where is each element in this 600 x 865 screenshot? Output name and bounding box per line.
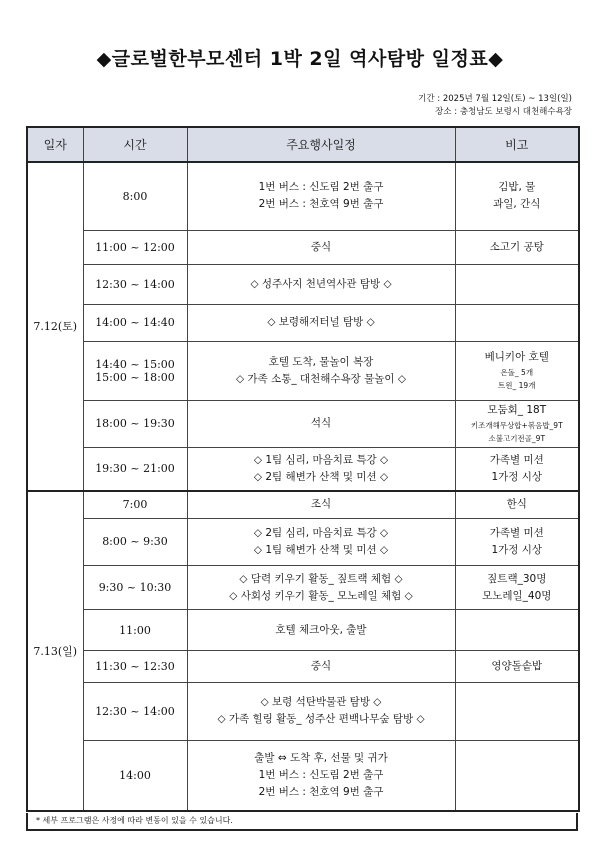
place-text: 장소 : 충청남도 보령시 대천해수욕장 bbox=[435, 107, 572, 117]
time-text: 9:30 ~ 10:30 bbox=[98, 581, 172, 594]
schedule-row bbox=[27, 682, 579, 740]
note-text: 가족별 미션 bbox=[489, 526, 544, 539]
schedule-row bbox=[27, 162, 579, 230]
event-text: 조식 bbox=[310, 498, 332, 511]
schedule-table bbox=[26, 126, 580, 812]
time-cell bbox=[83, 565, 187, 610]
header-time: 시간 bbox=[83, 127, 187, 162]
event-text: 출발 ⇔ 도착 후, 선물 및 귀가 bbox=[254, 751, 388, 764]
note-cell bbox=[455, 650, 579, 682]
schedule-row bbox=[27, 610, 579, 650]
schedule-row bbox=[27, 341, 579, 400]
note-text: 영양돌솥밥 bbox=[491, 659, 543, 672]
note-text: 김밥, 물 bbox=[498, 181, 536, 194]
event-text: ◇ 사회성 키우기 활동_ 모노레일 체험 ◇ bbox=[229, 589, 413, 602]
event-cell bbox=[187, 740, 455, 811]
event-cell bbox=[187, 162, 455, 230]
schedule-body bbox=[27, 162, 579, 811]
footer-note: * 세부 프로그램은 사정에 따라 변동이 있을 수 있습니다. bbox=[26, 813, 578, 831]
header-note: 비고 bbox=[455, 127, 579, 162]
note-text: 온돌_ 5개 bbox=[500, 368, 534, 378]
time-text: 11:30 ~ 12:30 bbox=[95, 659, 175, 673]
event-cell bbox=[187, 304, 455, 341]
note-text: 베니키아 호텔 bbox=[484, 351, 549, 364]
time-text: 7:00 bbox=[122, 498, 148, 512]
note-text: 가족별 미션 bbox=[489, 453, 544, 466]
note-cell bbox=[455, 682, 579, 740]
note-text: 과일, 간식 bbox=[493, 198, 541, 211]
time-text: 14:40 ~ 15:00 bbox=[95, 357, 175, 371]
event-text: ◇ 담력 키우기 활동_ 짚트랙 체험 ◇ bbox=[239, 572, 403, 585]
time-text: 14:00 ~ 14:40 bbox=[95, 316, 175, 330]
event-text: ◇ 보령 석탄박물관 탐방 ◇ bbox=[260, 696, 382, 709]
note-text: 모노레일_40명 bbox=[482, 589, 552, 602]
time-cell bbox=[83, 265, 187, 304]
time-text: 14:00 bbox=[119, 768, 151, 782]
event-cell bbox=[187, 341, 455, 400]
event-text: ◇ 가족 소통_ 대천해수욕장 물놀이 ◇ bbox=[236, 372, 406, 385]
note-cell bbox=[455, 230, 579, 264]
note-cell bbox=[455, 400, 579, 447]
day-date-cell: 7.12(토) bbox=[27, 162, 83, 491]
time-text: 12:30 ~ 14:00 bbox=[95, 704, 175, 718]
time-text: 15:00 ~ 18:00 bbox=[95, 370, 175, 384]
time-cell bbox=[83, 491, 187, 519]
day-date-cell: 7.13(일) bbox=[27, 491, 83, 811]
time-cell bbox=[83, 162, 187, 230]
note-text: 모둠회_ 18T bbox=[487, 404, 547, 417]
note-cell bbox=[455, 610, 579, 650]
schedule-row bbox=[27, 304, 579, 341]
schedule-row bbox=[27, 740, 579, 811]
header-event: 주요행사일정 bbox=[187, 127, 455, 162]
schedule-row bbox=[27, 447, 579, 491]
event-text: 1번 버스 : 신도림 2번 출구 bbox=[258, 768, 384, 781]
time-cell bbox=[83, 447, 187, 491]
event-text: ◇ 1팀 심리, 마음치료 특강 ◇ bbox=[253, 453, 389, 466]
time-text: 11:00 ~ 12:00 bbox=[95, 241, 175, 255]
event-cell bbox=[187, 519, 455, 566]
time-cell bbox=[83, 519, 187, 566]
event-text: 중식 bbox=[310, 659, 332, 672]
header-date: 일자 bbox=[27, 127, 83, 162]
time-text: 19:30 ~ 21:00 bbox=[95, 462, 175, 476]
event-cell bbox=[187, 447, 455, 491]
note-text: 키조개해무상합+볶음밥_9T bbox=[470, 421, 563, 431]
event-text: ◇ 2팀 해변가 산책 및 미션 ◇ bbox=[253, 470, 389, 483]
event-cell bbox=[187, 265, 455, 304]
note-cell bbox=[455, 304, 579, 341]
time-text: 8:00 ~ 9:30 bbox=[102, 535, 168, 549]
schedule-row bbox=[27, 519, 579, 566]
schedule-row bbox=[27, 400, 579, 447]
event-text: ◇ 성주사지 천년역사관 탐방 ◇ bbox=[250, 277, 392, 290]
note-text: 1가정 시상 bbox=[491, 470, 543, 483]
event-text: 호텔 도착, 물놀이 복장 bbox=[268, 355, 374, 368]
note-text: 짚트랙_30명 bbox=[487, 572, 547, 585]
event-text: ◇ 2팀 심리, 마음치료 특강 ◇ bbox=[253, 526, 389, 539]
event-cell bbox=[187, 650, 455, 682]
schedule-row bbox=[27, 265, 579, 304]
note-cell bbox=[455, 162, 579, 230]
time-cell bbox=[83, 650, 187, 682]
event-cell bbox=[187, 230, 455, 264]
event-cell bbox=[187, 682, 455, 740]
schedule-row bbox=[27, 565, 579, 610]
event-text: 2번 버스 : 천호역 9번 출구 bbox=[258, 785, 384, 798]
event-text: 1번 버스 : 신도림 2번 출구 bbox=[258, 181, 384, 194]
event-cell bbox=[187, 400, 455, 447]
time-text: 18:00 ~ 19:30 bbox=[95, 417, 175, 431]
note-cell bbox=[455, 740, 579, 811]
time-cell bbox=[83, 400, 187, 447]
note-text: 1가정 시상 bbox=[491, 543, 543, 556]
note-cell bbox=[455, 341, 579, 400]
schedule-row bbox=[27, 230, 579, 264]
time-cell bbox=[83, 230, 187, 264]
event-text: 2번 버스 : 천호역 9번 출구 bbox=[258, 198, 384, 211]
time-cell bbox=[83, 740, 187, 811]
time-cell bbox=[83, 304, 187, 341]
event-text: ◇ 보령해저터널 탐방 ◇ bbox=[267, 316, 375, 329]
event-text: ◇ 1팀 해변가 산책 및 미션 ◇ bbox=[253, 543, 389, 556]
period-text: 기간 : 2025년 7월 12일(토) ~ 13일(일) bbox=[418, 94, 572, 104]
page-title: ◆글로벌한부모센터 1박 2일 역사탐방 일정표◆ bbox=[96, 48, 504, 70]
schedule-meta bbox=[418, 93, 572, 119]
note-text: 한식 bbox=[506, 498, 527, 511]
note-cell bbox=[455, 491, 579, 519]
time-text: 8:00 bbox=[122, 189, 148, 203]
schedule-row bbox=[27, 650, 579, 682]
header-row bbox=[27, 127, 579, 162]
note-cell bbox=[455, 447, 579, 491]
note-cell bbox=[455, 565, 579, 610]
note-cell bbox=[455, 519, 579, 566]
event-text: 중식 bbox=[310, 241, 332, 254]
time-text: 11:00 bbox=[119, 623, 151, 637]
note-text: 소고기 공탕 bbox=[489, 241, 544, 254]
schedule-row bbox=[27, 491, 579, 519]
event-text: 호텔 체크아웃, 출발 bbox=[275, 623, 367, 636]
event-cell bbox=[187, 610, 455, 650]
time-cell bbox=[83, 682, 187, 740]
event-cell bbox=[187, 491, 455, 519]
event-cell bbox=[187, 565, 455, 610]
time-cell bbox=[83, 610, 187, 650]
event-text: ◇ 가족 힐링 활동_ 성주산 편백나무숲 탐방 ◇ bbox=[217, 713, 425, 726]
note-cell bbox=[455, 265, 579, 304]
event-text: 석식 bbox=[310, 417, 332, 430]
time-text: 12:30 ~ 14:00 bbox=[95, 277, 175, 291]
time-cell bbox=[83, 341, 187, 400]
note-text: 소불고기전골_9T bbox=[488, 434, 546, 444]
note-text: 트윈_ 19개 bbox=[498, 381, 536, 391]
